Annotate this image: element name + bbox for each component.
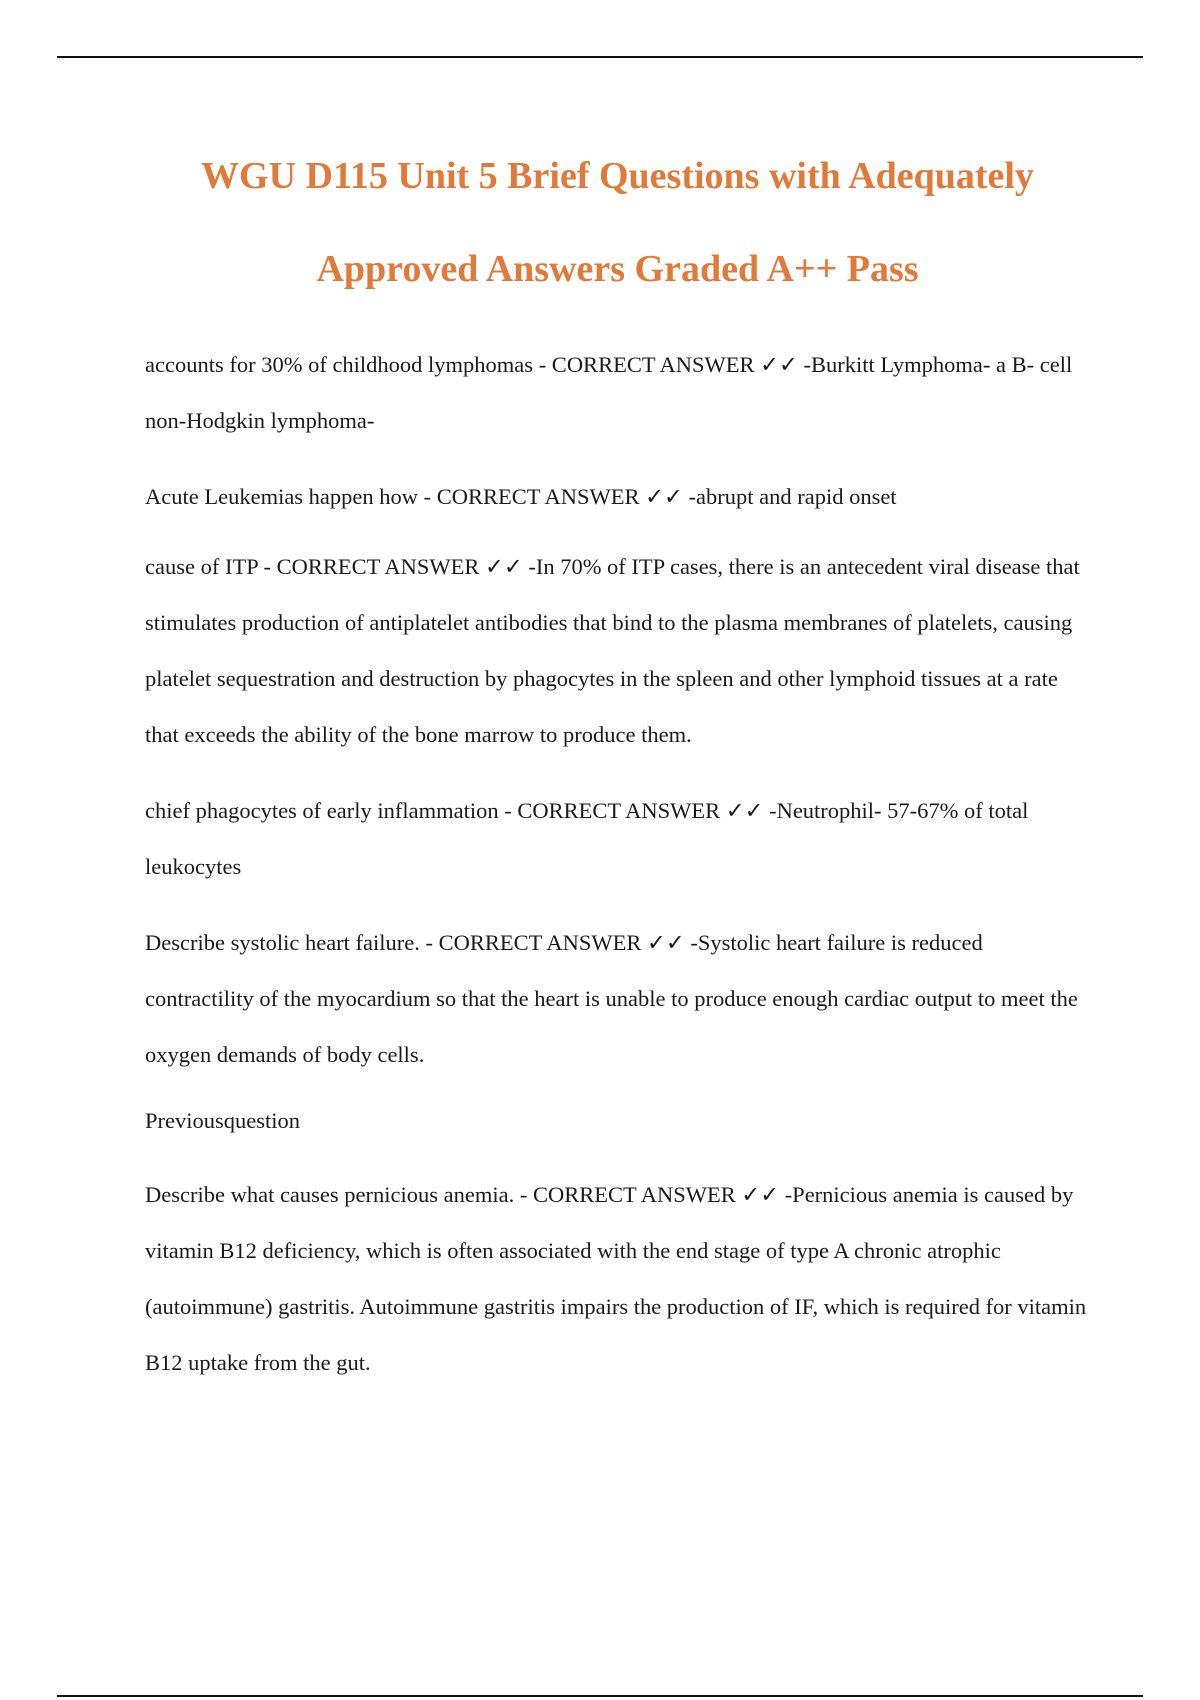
question-text: Describe what causes pernicious anemia. <box>145 1182 515 1207</box>
footer-rule <box>57 1695 1143 1697</box>
answer-text: -Systolic heart failure is reduced contractility of the myocardium so that the heart is unable to produce enough cardiac output to meet the oxygen demands of body cells. <box>145 930 1078 1067</box>
qa-entry <box>145 539 1095 763</box>
answer-marker: - CORRECT ANSWER <box>425 930 642 955</box>
question-text: Describe systolic heart failure. <box>145 930 420 955</box>
check-icon: ✓✓ <box>645 484 683 509</box>
qa-entry <box>145 1167 1095 1391</box>
check-icon: ✓✓ <box>725 798 764 823</box>
answer-text: -In 70% of ITP cases, there is an antecedent viral disease that stimulates production of antiplatelet antibodies that bind to the plasma membranes of platelets, causing platelet sequestration and destruction by phagocytes in the spleen and other lymphoid tissues at a rate that exceeds the ability of the bone marrow to produce them. <box>145 554 1080 747</box>
check-icon: ✓✓ <box>760 352 798 377</box>
header-rule <box>57 56 1143 58</box>
qa-entry <box>145 915 1095 1083</box>
note-text: Previousquestion <box>145 1108 300 1133</box>
qa-entry <box>145 337 1095 449</box>
qa-entry <box>145 469 1095 525</box>
check-icon: ✓✓ <box>647 930 685 955</box>
document-body <box>145 337 1095 1411</box>
answer-marker: - CORRECT ANSWER <box>263 554 480 579</box>
question-text: chief phagocytes of early inflammation <box>145 798 499 823</box>
check-icon: ✓✓ <box>741 1182 780 1207</box>
answer-marker: - CORRECT ANSWER <box>504 798 721 823</box>
title-line-2: Approved Answers Graded A++ Pass <box>316 248 919 290</box>
answer-text: -Burkitt Lymphoma- a B- cell non-Hodgkin lymphoma- <box>145 352 1073 433</box>
question-text: Acute Leukemias happen how <box>145 484 419 509</box>
answer-marker: - CORRECT ANSWER <box>519 1182 736 1207</box>
answer-text: -Pernicious anemia is caused by vitamin B12 deficiency, which is often associated with the end stage of type A chronic atrophic (autoimmune) gastritis. Autoimmune gastritis impairs the production of IF, which is required for vitamin B12 uptake from the gut. <box>145 1182 1087 1375</box>
question-text: cause of ITP <box>145 554 258 579</box>
answer-marker: - CORRECT ANSWER <box>538 352 755 377</box>
check-icon: ✓✓ <box>484 554 523 579</box>
answer-marker: - CORRECT ANSWER <box>423 484 640 509</box>
title-line-1: WGU D115 Unit 5 Brief Questions with Adequately <box>201 155 1034 197</box>
qa-entry <box>145 783 1095 895</box>
answer-text: -abrupt and rapid onset <box>688 484 897 509</box>
document-title <box>120 130 1115 316</box>
question-text: accounts for 30% of childhood lymphomas <box>145 352 534 377</box>
answer-text: -Neutrophil- 57-67% of total leukocytes <box>145 798 1029 879</box>
